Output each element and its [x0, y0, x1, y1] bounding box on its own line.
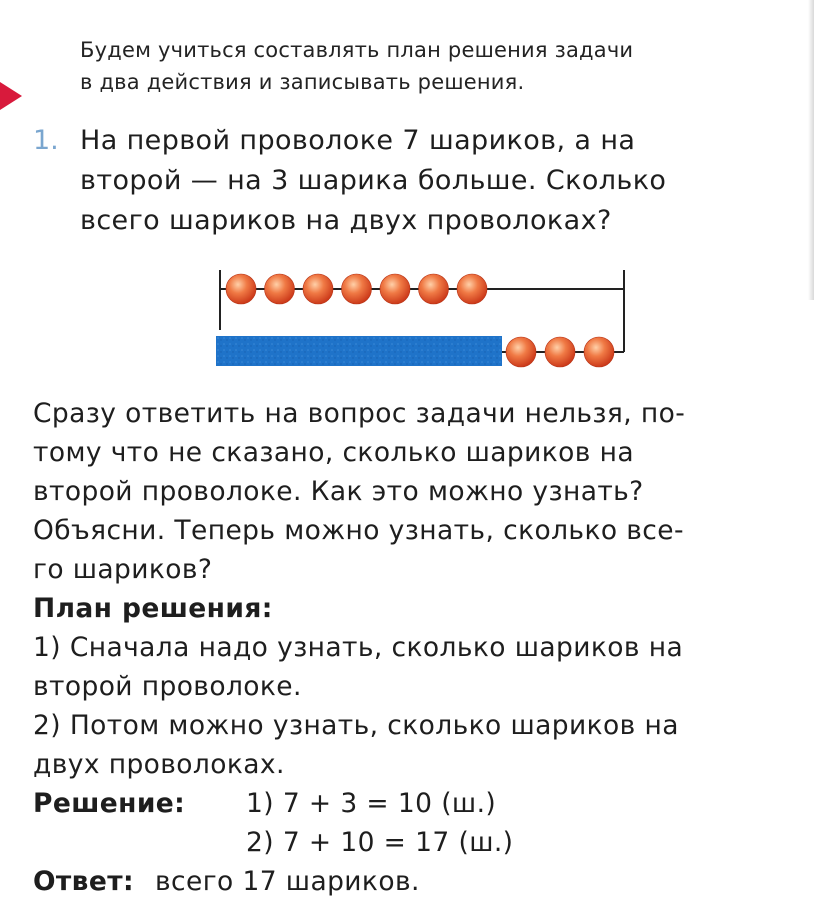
solution-label: Решение:: [33, 788, 186, 819]
ball-icon: [545, 337, 575, 367]
ball-icon: [419, 274, 449, 304]
task-line-1: На первой проволоке 7 шариков, а на: [80, 125, 636, 156]
solution-step-2: 2) 7 + 10 = 17 (ш.): [246, 827, 514, 858]
extra-balls: [506, 337, 614, 367]
ball-icon: [303, 274, 333, 304]
plan-title: План решения:: [33, 593, 273, 624]
task-line-2: второй — на 3 шарика больше. Сколько: [80, 165, 667, 196]
ball-icon: [380, 274, 410, 304]
explanation-line-4: Объясни. Теперь можно узнать, сколько все-: [33, 515, 684, 546]
task-line-3: всего шариков на двух проволоках?: [80, 205, 612, 236]
explanation-line-2: тому что не сказано, сколько шариков на: [33, 437, 635, 468]
ball-icon: [226, 274, 256, 304]
solution-step-1: 1) 7 + 3 = 10 (ш.): [246, 788, 497, 819]
plan-step-2-line-2: двух проволоках.: [33, 749, 285, 780]
explanation-line-1: Сразу ответить на вопрос задачи нельзя, по-: [33, 398, 686, 429]
explanation-line-3: второй проволоке. Как это можно узнать?: [33, 476, 644, 507]
task-number: 1.: [33, 125, 59, 156]
intro-line-1: Будем учиться составлять план решения задачи: [80, 38, 634, 62]
plan-step-2-line-1: 2) Потом можно узнать, сколько шариков на: [33, 710, 679, 741]
plan-step-1-line-2: второй проволоке.: [33, 671, 302, 702]
ball-icon: [457, 274, 487, 304]
ball-icon: [506, 337, 536, 367]
ball-icon: [584, 337, 614, 367]
answer-label: Ответ:: [33, 866, 134, 897]
ball-icon: [342, 274, 372, 304]
first-wire-quantity-bar: [216, 336, 502, 366]
answer-text: всего 17 шариков.: [155, 866, 420, 897]
first-wire-balls: [226, 274, 487, 304]
explanation-line-5: го шариков?: [33, 554, 213, 585]
ball-icon: [265, 274, 295, 304]
intro-line-2: в два действия и записывать решения.: [80, 70, 525, 94]
plan-step-1-line-1: 1) Сначала надо узнать, сколько шариков на: [33, 632, 684, 663]
